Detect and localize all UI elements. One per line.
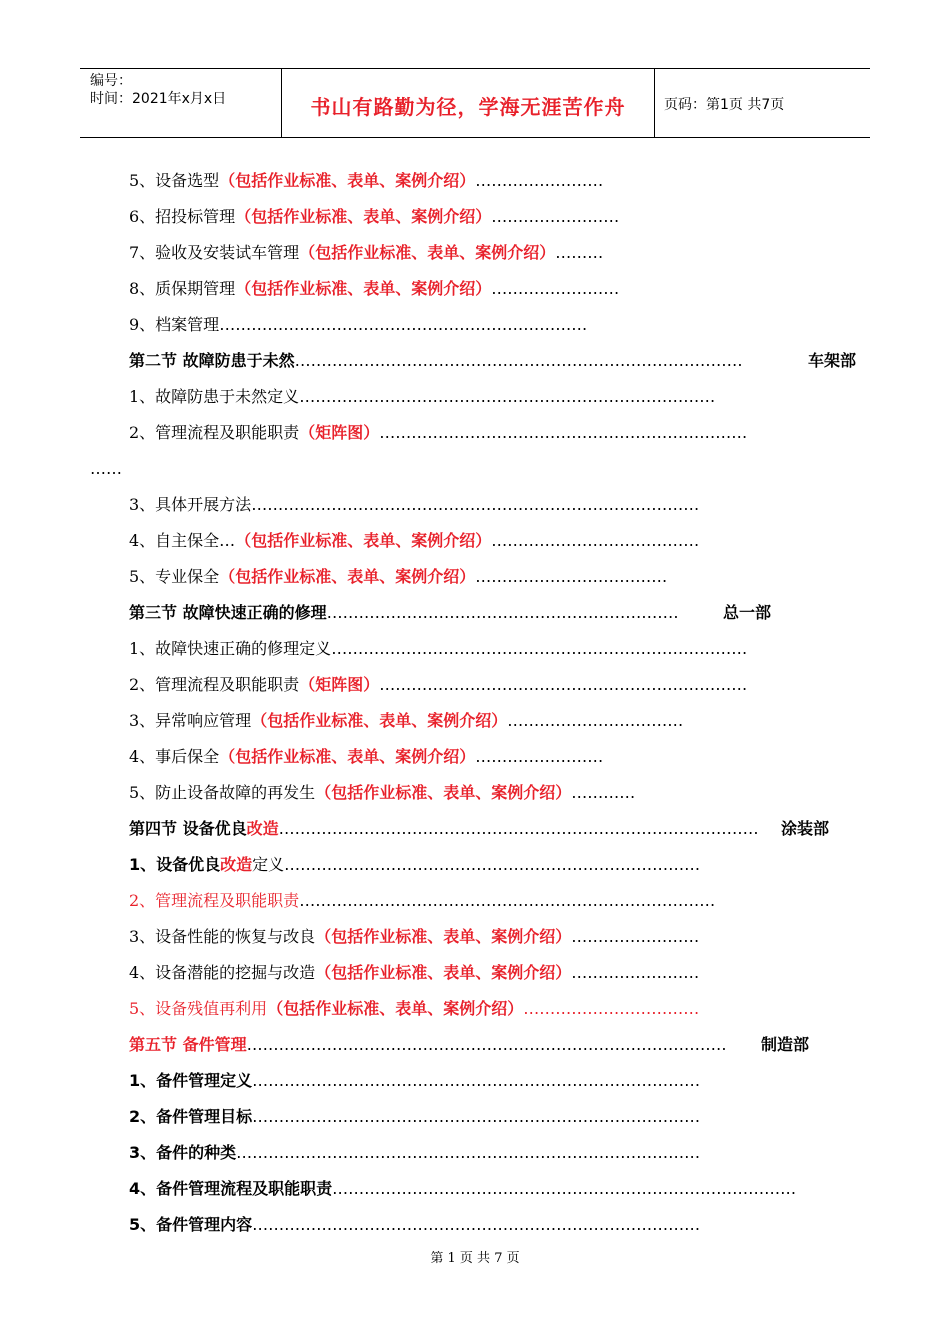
toc-entry-note: （包括作业标准、表单、案例介绍） xyxy=(267,999,524,1018)
toc-leader-dots: ………………………………………………………… xyxy=(326,603,679,622)
toc-entry-label: 4、备件管理流程及职能职责 xyxy=(129,1179,333,1198)
toc-entry xyxy=(129,637,811,661)
toc-entry-note: （矩阵图） xyxy=(299,423,380,442)
toc-entry-label: 2、备件管理目标 xyxy=(129,1107,253,1126)
toc-section-heading xyxy=(129,817,829,841)
toc-leader-dots: …………………… xyxy=(491,207,620,226)
toc-entry-label: 5、备件管理内容 xyxy=(129,1215,253,1234)
toc-entry-label-highlight: 改造 xyxy=(246,819,279,838)
toc-entry xyxy=(129,385,791,409)
toc-entry-label: 2、管理流程及职能职责 xyxy=(129,423,300,442)
toc-entry-label: 5、设备残值再利用 xyxy=(129,999,268,1018)
toc-entry-note: （包括作业标准、表单、案例介绍） xyxy=(299,243,556,262)
toc-entry-label: 第五节 备件管理 xyxy=(129,1035,247,1054)
toc-entry xyxy=(129,1177,829,1201)
toc-entry-label: 3、备件的种类 xyxy=(129,1143,237,1162)
toc-leader-dots: …………………………………………………………………………… xyxy=(332,1179,797,1198)
toc-entry-label: 8、质保期管理 xyxy=(129,279,236,298)
toc-leader-dots: …………………… xyxy=(571,927,700,946)
toc-entry xyxy=(129,853,811,877)
toc-entry xyxy=(129,421,848,445)
toc-entry xyxy=(129,565,791,589)
toc-entry-label: 6、招投标管理 xyxy=(129,207,236,226)
toc-leader-dots: …………………………………………………………………… xyxy=(284,855,701,874)
toc-leader-dots: ………………………………………………………………………… xyxy=(252,1107,701,1126)
toc-entry-label: 5、防止设备故障的再发生 xyxy=(129,783,316,802)
toc-leader-dots: …………………………………………………………… xyxy=(379,675,748,694)
toc-section-heading xyxy=(129,349,856,373)
toc-entry xyxy=(129,313,674,337)
toc-leader-dots: …………………… xyxy=(491,279,620,298)
toc-department-label: 涂装部 xyxy=(779,817,829,841)
toc-department-label: 制造部 xyxy=(759,1033,809,1057)
toc-leader-dots: …………………………… xyxy=(507,711,684,730)
toc-leader-dots: …………………… xyxy=(475,171,604,190)
toc-entry-note: （包括作业标准、表单、案例介绍） xyxy=(315,963,572,982)
toc-entry xyxy=(129,205,694,229)
toc-entry xyxy=(129,781,735,805)
toc-entry-note: （包括作业标准、表单、案例介绍） xyxy=(235,207,492,226)
toc-entry-label: 1、备件管理定义 xyxy=(129,1071,253,1090)
toc-leader-dots: ………………………………………………………………………… xyxy=(252,1071,701,1090)
toc-entry xyxy=(129,1105,771,1129)
toc-entry-label: 5、设备选型 xyxy=(129,171,220,190)
toc-entry-label: 4、事后保全 xyxy=(129,747,220,766)
toc-entry-note: （包括作业标准、表单、案例介绍） xyxy=(219,747,476,766)
toc-entry-label: 7、验收及安装试车管理 xyxy=(129,243,300,262)
toc-entry-note: （包括作业标准、表单、案例介绍） xyxy=(235,279,492,298)
toc-leader-dots: ………………………………………………………………………… xyxy=(294,351,743,370)
toc-entry xyxy=(129,889,811,913)
toc-leader-dots: …………………………………………………………………… xyxy=(299,387,716,406)
toc-entry-label: 1、设备优良 xyxy=(129,855,221,874)
toc-entry-label: 第二节 故障防患于未然 xyxy=(129,351,295,370)
toc-entry-label: 3、设备性能的恢复与改良 xyxy=(129,927,316,946)
toc-entry-note: （包括作业标准、表单、案例介绍） xyxy=(235,531,492,550)
toc-entry xyxy=(129,1141,771,1165)
toc-entry-label-highlight: 改造 xyxy=(220,855,253,874)
toc-leader-dots: ……………………………… xyxy=(475,567,668,586)
toc-department-label: 总一部 xyxy=(721,601,771,625)
toc-entry-note: （矩阵图） xyxy=(299,675,380,694)
toc-entry xyxy=(129,997,791,1021)
toc-leader-dots: ………………………………………………………………………… xyxy=(252,1215,701,1234)
toc-entry xyxy=(129,961,811,985)
toc-leader-dots: …………………………… xyxy=(523,999,700,1018)
toc-leader-dots: ………… xyxy=(571,783,636,802)
toc-entry-label: 1、故障防患于未然定义 xyxy=(129,387,300,406)
toc-entry-note: （包括作业标准、表单、案例介绍） xyxy=(315,783,572,802)
toc-entry-label: 5、专业保全 xyxy=(129,567,220,586)
toc-entry-label: 2、管理流程及职能职责 xyxy=(129,891,300,910)
toc-entry-label: 3、异常响应管理 xyxy=(129,711,252,730)
toc-entry-label: 3、具体开展方法 xyxy=(129,495,252,514)
toc-entry-note: （包括作业标准、表单、案例介绍） xyxy=(219,171,476,190)
toc-entry-note: （包括作业标准、表单、案例介绍） xyxy=(251,711,508,730)
toc-entry xyxy=(129,745,791,769)
toc-entry-label: 第四节 设备优良 xyxy=(129,819,247,838)
toc-leader-dots: …………………… xyxy=(571,963,700,982)
toc-leader-dots: …………………………………………………………………… xyxy=(299,891,716,910)
toc-entry xyxy=(129,673,811,697)
toc-entry-note: （包括作业标准、表单、案例介绍） xyxy=(219,567,476,586)
toc-entry xyxy=(129,529,791,553)
toc-department-label: 车架部 xyxy=(806,349,856,373)
toc-leader-dots: …………………………………………………………………… xyxy=(331,639,748,658)
toc-entry xyxy=(129,925,811,949)
toc-entry xyxy=(129,1213,771,1237)
toc-entry-label: 4、设备潜能的挖掘与改造 xyxy=(129,963,316,982)
toc-leader-dots: ……… xyxy=(555,243,604,262)
toc-entry-label: 2、管理流程及职能职责 xyxy=(129,675,300,694)
toc-entry xyxy=(90,457,130,481)
toc-entry xyxy=(129,709,791,733)
toc-leader-dots: ………………………………… xyxy=(491,531,700,550)
toc-leader-dots: …………………………………………………………… xyxy=(219,315,588,334)
toc-leader-dots: …………………………………………………………………………… xyxy=(236,1143,701,1162)
header-motto: 书山有路勤为径，学海无涯苦作舟 xyxy=(310,95,626,119)
toc-entry-label: 4、自主保全… xyxy=(129,531,236,550)
document-date-label: 时间：2021年x月x日 xyxy=(90,91,227,107)
toc-section-heading xyxy=(129,601,771,625)
toc-entry-label-tail: 定义 xyxy=(252,855,285,874)
toc-entry-label: 9、档案管理 xyxy=(129,315,220,334)
document-number-label: 编号： xyxy=(90,73,132,89)
toc-leader-dots: ……………………………………………………………………………… xyxy=(246,1035,727,1054)
toc-entry-label: 第三节 故障快速正确的修理 xyxy=(129,603,327,622)
page-footer: 第 1 页 共 7 页 xyxy=(430,1251,520,1266)
toc-entry xyxy=(129,169,694,193)
toc-section-heading xyxy=(129,1033,809,1057)
toc-leader-dots: …………………… xyxy=(475,747,604,766)
toc-leader-dots: ………………………………………………………………………… xyxy=(251,495,700,514)
toc-entry-note: （包括作业标准、表单、案例介绍） xyxy=(315,927,572,946)
toc-leader-dots: ……………………………………………………………………………… xyxy=(278,819,759,838)
header-page-info: 页码：第1页 共7页 xyxy=(664,97,785,113)
toc-leader-dots: …… xyxy=(90,459,122,478)
toc-entry-label: 1、故障快速正确的修理定义 xyxy=(129,639,332,658)
toc-leader-dots: …………………………………………………………… xyxy=(379,423,748,442)
toc-entry xyxy=(129,493,791,517)
toc-entry xyxy=(129,1069,771,1093)
toc-entry xyxy=(129,241,694,265)
toc-entry xyxy=(129,277,694,301)
